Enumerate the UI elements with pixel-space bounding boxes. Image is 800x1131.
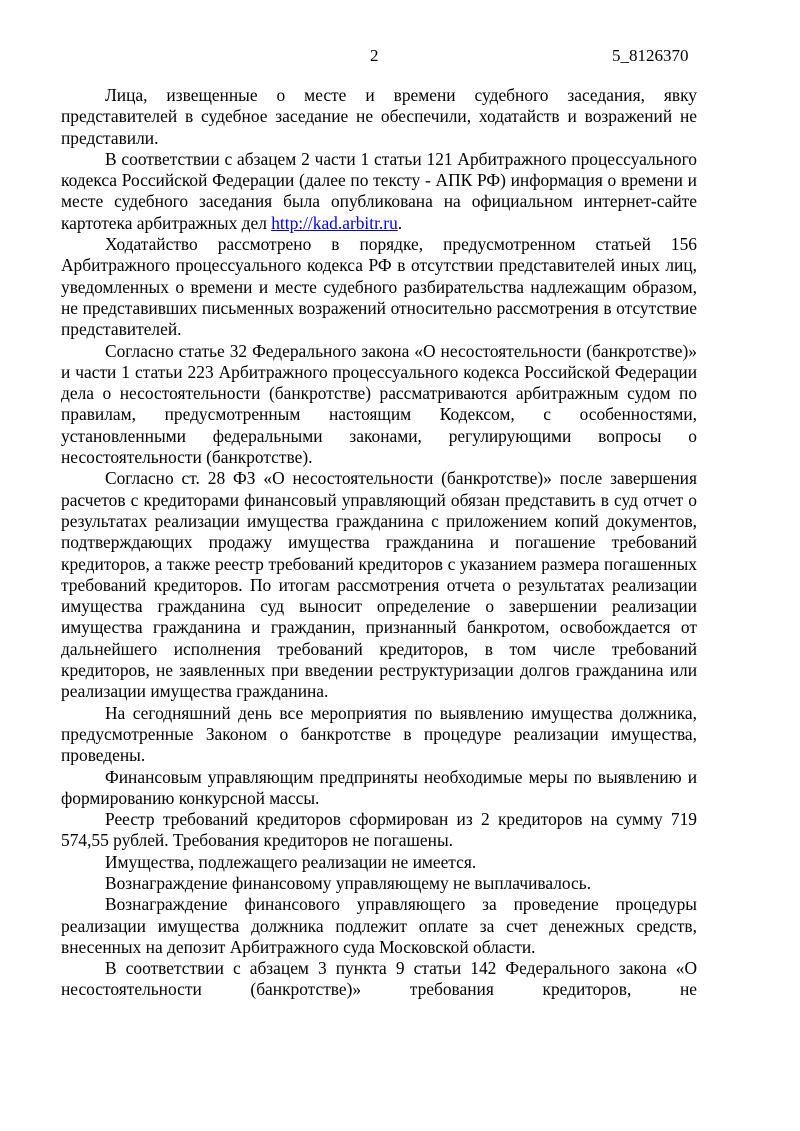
- document-id: 5_8126370: [612, 46, 689, 65]
- paragraph-article-142: В соответствии с абзацем 3 пункта 9 статьи 142 Федерального закона «О несостоятельности (банкротстве)» требования кредиторов, не: [61, 958, 697, 1000]
- paragraph-measures-taken: Финансовым управляющим предприняты необходимые меры по выявлению и формированию конкурсной массы.: [61, 766, 697, 808]
- paragraph-article-28: Согласно ст. 28 ФЗ «О несостоятельности (банкротстве)» после завершения расчетов с кредиторами финансовый управляющий обязан представить в суд отчет о результатах реализации имущества гражданина с приложением копий документов, подтверждающих продажу имущества гражданина и погашение требований кредиторов, а также реестр требований кредиторов с указанием размера погашенных требований кредиторов. По итогам рассмотрения отчета о результатах реализации имущества гражданина суд выносит определение о завершении реализации имущества гражданина и гражданин, признанный банкротом, освобождается от дальнейшего исполнения требований кредиторов, в том числе требований кредиторов, не заявленных при введении реструктуризации долгов гражданина или реализации имущества гражданина.: [61, 468, 697, 702]
- document-body: [61, 85, 697, 1001]
- paragraph-fee-not-paid: Вознаграждение финансовому управляющему не выплачивалось.: [105, 872, 592, 893]
- paragraph-fee-payment: Вознаграждение финансового управляющего за проведение процедуры реализации имущества должника подлежит оплате за счет денежных средств, внесенных на депозит Арбитражного суда Московской области.: [61, 894, 697, 957]
- page-number: 2: [370, 46, 379, 65]
- paragraph-article-32: Согласно статье 32 Федерального закона «О несостоятельности (банкротстве)» и части 1 статьи 223 Арбитражного процессуального кодекса Российской Федерации дела о несостоятельности (банкротстве) рассматриваются арбитражным судом по правилам, предусмотренным настоящим Кодексом, с особенностями, установленными федеральными законами, регулирующими вопросы о несостоятельности (банкротстве).: [61, 340, 697, 468]
- paragraph-publication-text: В соответствии с абзацем 2 части 1 статьи 121 Арбитражного процессуального кодекса Российской Федерации (далее по тексту - АПК РФ) информация о времени и месте судебного заседания была опубликована на официальном интернет-сайте картотека арбитражных дел: [61, 148, 697, 233]
- paragraph-publication-notice: [61, 149, 697, 234]
- paragraph-creditors-register: Реестр требований кредиторов сформирован из 2 кредиторов на сумму 719 574,55 рублей. Требования кредиторов не погашены.: [61, 809, 697, 851]
- page-header: [0, 46, 800, 70]
- paragraph-publication-end: .: [397, 212, 403, 233]
- paragraph-parties-absent: Лица, извещенные о месте и времени судебного заседания, явку представителей в судебное заседание не обеспечили, ходатайств и возражений не представили.: [61, 85, 697, 148]
- paragraph-petition-review: Ходатайство рассмотрено в порядке, предусмотренном статьей 156 Арбитражного процессуального кодекса РФ в отсутствии представителей иных лиц, уведомленных о времени и месте судебного разбирательства надлежащим образом, не представивших письменных возражений относительно рассмотрения в отсутствие представителей.: [61, 234, 697, 340]
- paragraph-measures-done: На сегодняшний день все мероприятия по выявлению имущества должника, предусмотренные Законом о банкротстве в процедуре реализации имущества, проведены.: [61, 702, 697, 766]
- kad-arbitr-link[interactable]: http://kad.arbitr.ru: [271, 212, 398, 233]
- paragraph-no-property: Имущества, подлежащего реализации не имеется.: [105, 851, 477, 872]
